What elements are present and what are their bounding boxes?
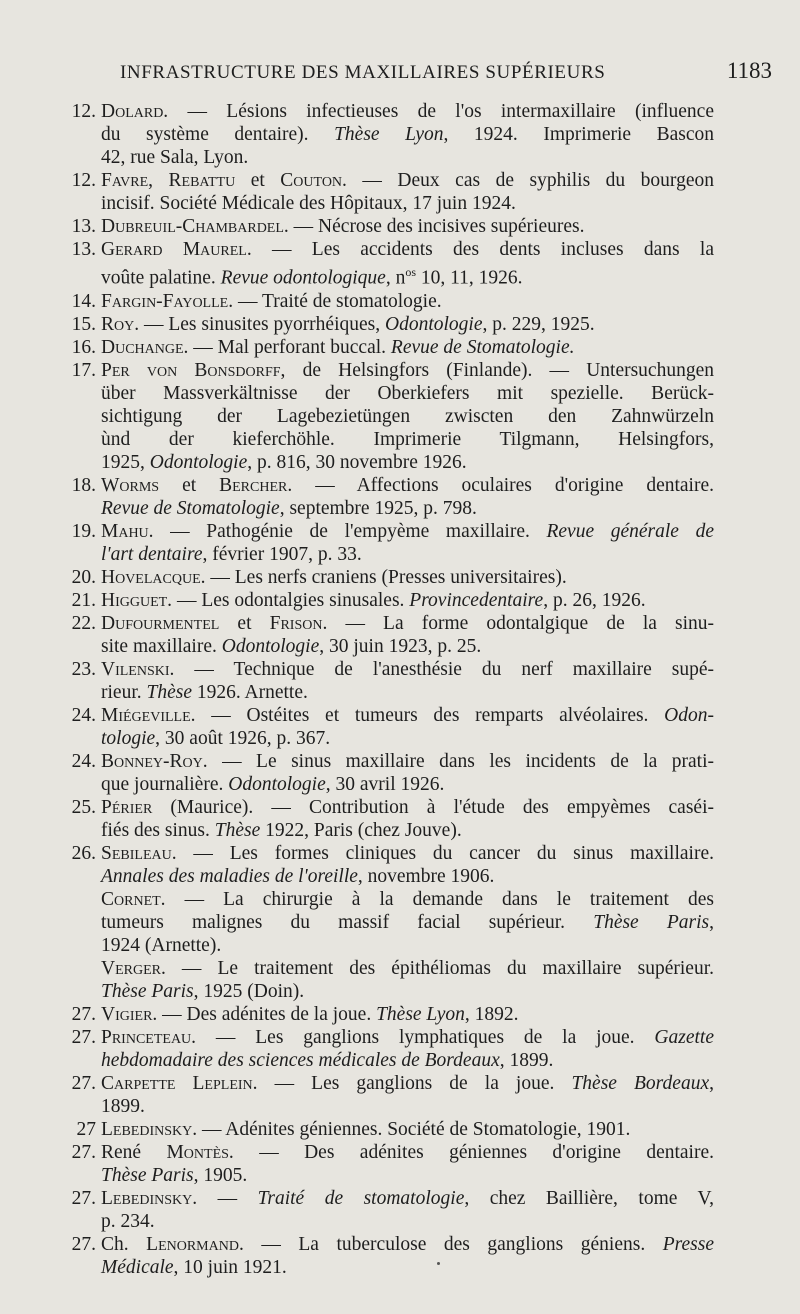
reference-title: Revue générale de [546,520,714,542]
reference-text: — Lésions infectieuses de l'os intermaxillaire (influence [168,101,714,122]
reference-author: Higguet. [101,589,173,611]
reference-entry [64,290,714,313]
reference-title: Thèse Paris [101,1164,194,1186]
reference-text: — Les formes cliniques du cancer du sinus maxillaire. [176,842,714,864]
reference-entry [64,704,714,750]
reference-author: Sebileau. [101,842,177,864]
reference-number: 27. [71,1141,96,1163]
reference-number: 27. [71,1233,96,1255]
reference-text: — La tuberculose des ganglions géniens. [243,1233,663,1255]
reference-text: ùnd der kieferchöhle. Imprimerie Tilgmann, Helsingfors, [101,428,714,450]
reference-line [101,635,714,658]
reference-text: , p. 229, 1925. [482,313,595,335]
reference-text: — Ostéites et tumeurs des remparts alvéolaires. [195,704,665,726]
reference-text: et [159,474,220,496]
reference-text: 1922, Paris (chez Jouve). [260,819,462,841]
reference-author: Favre, Rebattu [101,170,236,191]
reference-line [101,1187,714,1210]
reference-text: — Des adénites géniennes d'origine dentaire. [233,1141,714,1163]
reference-line [101,865,714,888]
reference-line [101,405,714,428]
reference-entry [64,100,714,169]
reference-title: Thèse [214,819,261,841]
reference-text: 1924 (Arnette). [101,934,222,956]
reference-entry [64,474,714,520]
reference-text: 42, rue Sala, Lyon. [101,147,249,168]
reference-text: — Pathogénie de l'empyème maxillaire. [153,520,547,542]
reference-line [101,1256,714,1279]
reference-text: , [709,1072,714,1094]
reference-author: Lebedinsky. [101,1187,198,1209]
reference-number: 15. [71,313,96,335]
reference-title: Annales des maladies de l'oreille [101,865,358,887]
reference-entry [64,566,714,589]
reference-text: — Les odontalgies sinusales. [172,589,410,611]
reference-entry [64,336,714,359]
reference-entry [64,1003,714,1026]
reference-text: — Mal perforant buccal. [188,336,391,358]
reference-number: 12. [71,101,96,122]
reference-entry [64,612,714,658]
reference-line [101,100,714,123]
reference-text: , p. 26, 1926. [543,589,646,611]
reference-title: tologie [101,727,156,749]
reference-text: — Technique de l'anesthésie du nerf maxillaire supé- [174,658,714,680]
reference-title: Traité de stomatologie [257,1187,465,1209]
reference-title: Revue odontologique [220,267,386,289]
reference-line [101,957,714,980]
reference-text: et [235,170,281,191]
reference-entry [64,1072,714,1118]
reference-number: 26. [71,842,96,864]
running-title: INFRASTRUCTURE DES MAXILLAIRES SUPÉRIEURS [120,62,606,83]
reference-line [101,1049,714,1072]
reference-line [101,819,714,842]
reference-entry [64,238,714,290]
reference-number: 13. [71,239,96,260]
reference-text: (Maurice). — Contribution à l'étude des empyèmes caséi- [152,796,714,818]
reference-entry [64,1233,714,1279]
reference-text: René [101,1141,167,1163]
reference-line [101,589,714,612]
reference-line [101,658,714,681]
reference-entry [64,589,714,612]
reference-entry [64,1141,714,1187]
reference-author: Verger. [101,957,166,979]
reference-line [101,474,714,497]
reference-entry [64,842,714,888]
reference-line [101,1233,714,1256]
reference-text: , p. 816, 30 novembre 1926. [247,451,467,473]
reference-text: — Nécrose des incisives supérieures. [288,216,585,237]
reference-title: Thèse Paris [593,911,710,933]
reference-line [101,612,714,635]
reference-text: 10, 11, 1926. [416,267,523,289]
reference-text: — La chirurgie à la demande dans le traitement des [165,888,714,910]
reference-number: 27. [71,1026,96,1048]
reference-text: — Traité de stomatologie. [233,290,442,312]
reference-title: Odontologie [221,635,320,657]
reference-text: sichtigung der Lagebezietüngen zwiscten den Zahnwürzeln [101,405,714,427]
reference-line [101,192,714,215]
reference-number: 27. [71,1003,96,1025]
reference-author: Cornet. [101,888,166,910]
reference-text: , 30 juin 1923, p. 25. [319,635,482,657]
reference-number: 22. [71,612,96,634]
reference-line [101,336,714,359]
reference-line [101,146,714,169]
reference-number: 24. [71,704,96,726]
reference-line [101,727,714,750]
reference-author: Roy. [101,313,140,335]
reference-text: , 30 août 1926, p. 367. [155,727,331,749]
reference-text: — Affections oculaires d'origine dentaire. [292,474,714,496]
reference-text: über Massverkältnisse der Oberkiefers mit spezielle. Berück- [101,382,714,404]
reference-title: Odontologie [385,313,483,335]
reference-text: — Les ganglions lymphatiques de la joue. [196,1026,655,1048]
reference-entry [64,215,714,238]
reference-number: 25. [71,796,96,818]
reference-number: 14. [71,290,96,312]
reference-text: que journalière. [101,773,229,795]
reference-author: Worms [101,474,160,496]
reference-line [101,796,714,819]
reference-author: Lenormand. [146,1233,244,1255]
reference-line [101,1141,714,1164]
reference-author: Carpette Leplein. [101,1072,258,1094]
reference-author: Périer [101,796,153,818]
reference-text: — Les accidents des dents incluses dans la [251,239,715,260]
reference-number: 20. [71,566,96,588]
reference-author: Dubreuil-Chambardel. [101,216,289,237]
reference-text: et [219,612,270,634]
reference-text: , février 1907, p. 33. [202,543,362,565]
reference-text: , 1892. [464,1003,519,1025]
reference-text: 1899. [101,1095,145,1117]
reference-line [101,842,714,865]
reference-title: Thèse Bordeaux [571,1072,710,1094]
reference-title: Odontologie [228,773,326,795]
reference-entry [64,313,714,336]
reference-line [101,520,714,543]
reference-text: — Adénites géniennes. Société de Stomatologie, 1901. [197,1118,631,1140]
reference-author: Fargin-Fayolle. [101,290,234,312]
reference-title: Gazette [654,1026,714,1048]
reference-author: Dufourmentel [101,612,220,634]
reference-author: Mahu. [101,520,154,542]
reference-text: rieur. [101,681,147,703]
reference-author: Per von Bonsdorff, [101,359,286,381]
reference-text: — Le traitement des épithéliomas du maxillaire supérieur. [165,957,714,979]
reference-number: 23. [71,658,96,680]
reference-author: Vigier. [101,1003,158,1025]
reference-number: 17. [71,359,96,381]
reference-line [101,382,714,405]
reference-line [101,238,714,261]
reference-author: Gerard Maurel. [101,239,252,260]
reference-line [101,704,714,727]
reference-title: Thèse Lyon [334,124,444,145]
reference-author: Hovelacque. [101,566,206,588]
reference-text: , 1924. Imprimerie Bascon [443,124,714,145]
reference-text: incisif. Société Médicale des Hôpitaux, 17 juin 1924. [101,193,516,214]
reference-text: , novembre 1906. [357,865,495,887]
reference-line [101,261,714,290]
reference-text: tumeurs malignes du massif facial supérieur. [101,911,594,933]
reference-title: hebdomadaire des sciences médicales de Bordeaux [101,1049,500,1071]
reference-entry [64,796,714,842]
reference-text: , n [385,267,406,289]
reference-text: os [405,265,417,279]
reference-entry [64,1026,714,1072]
reference-line [101,1026,714,1049]
reference-text: — Les nerfs craniens (Presses universitaires). [205,566,567,588]
reference-title: Odon- [664,704,714,726]
reference-line [101,497,714,520]
reference-text: , 1925 (Doin). [193,980,305,1002]
reference-line [101,566,714,589]
reference-number: 16. [71,336,96,358]
reference-text: voûte palatine. [101,267,221,289]
reference-line [101,313,714,336]
reference-line [101,169,714,192]
reference-number: 24. [71,750,96,772]
reference-line [101,934,714,957]
reference-title: Thèse [146,681,192,703]
reference-text: — Le sinus maxillaire dans les incidents de la prati- [207,750,714,772]
reference-text: du système dentaire). [101,124,335,145]
reference-entry [64,169,714,215]
reference-list [64,100,714,1279]
reference-author: Dolard. [101,101,169,122]
reference-line [101,1072,714,1095]
reference-entry [64,520,714,566]
reference-line [101,428,714,451]
reference-text: p. 234. [101,1210,155,1232]
reference-line [101,888,714,911]
reference-text: site maxillaire. [101,635,222,657]
reference-author: Vilenski. [101,658,175,680]
reference-line [101,1118,714,1141]
reference-author: Miégeville. [101,704,196,726]
reference-text: 1926. Arnette. [191,681,308,703]
reference-author: Duchange. [101,336,189,358]
reference-number: 12. [71,170,96,191]
reference-line [101,290,714,313]
reference-entry [64,1118,714,1141]
reference-number: 27 [76,1118,96,1140]
reference-author: Bonney-Roy. [101,750,208,772]
reference-text: — Les ganglions de la joue. [257,1072,572,1094]
reference-number: 27. [71,1072,96,1094]
reference-line [101,980,714,1003]
reference-text: fiés des sinus. [101,819,215,841]
reference-number: 13. [71,216,96,237]
reference-line [101,215,714,238]
reference-title: Provincedentaire [409,589,544,611]
reference-number: 27. [71,1187,96,1209]
reference-number: 21. [71,589,96,611]
reference-entry [64,957,714,1003]
reference-text: — Des adénites de la joue. [157,1003,377,1025]
reference-text: , 1899. [499,1049,554,1071]
page-number: 1183 [726,58,772,83]
reference-line [101,1095,714,1118]
reference-text: 1925, [101,451,150,473]
reference-line [101,1003,714,1026]
reference-title: Médicale [101,1256,174,1278]
reference-line [101,773,714,796]
reference-line [101,543,714,566]
print-speck [437,1262,440,1265]
reference-text: , chez Baillière, tome V, [464,1187,714,1209]
reference-author: Couton. [280,170,347,191]
reference-text: , septembre 1925, p. 798. [279,497,477,519]
reference-author: Frison. [269,612,328,634]
reference-text: , 1905. [193,1164,248,1186]
reference-line [101,1210,714,1233]
reference-text: — [197,1187,258,1209]
reference-author: Montès. [166,1141,234,1163]
reference-title: Thèse Paris [101,980,194,1002]
reference-author: Lebedinsky. [101,1118,198,1140]
reference-title: Presse [662,1233,714,1255]
reference-text: de Helsingfors (Finlande). — Untersuchungen [285,359,714,381]
reference-line [101,911,714,934]
reference-entry [64,750,714,796]
running-header [0,58,800,88]
reference-text: — Deux cas de syphilis du bourgeon [346,170,714,191]
reference-text: , 30 avril 1926. [325,773,445,795]
reference-line [101,451,714,474]
reference-line [101,1164,714,1187]
reference-author: Princeteau. [101,1026,197,1048]
reference-number: 19. [71,520,96,542]
reference-author: Bercher. [219,474,293,496]
reference-line [101,750,714,773]
reference-title: Thèse Lyon [376,1003,465,1025]
reference-text: — La forme odontalgique de la sinu- [327,612,715,634]
reference-title: Odontologie [149,451,248,473]
reference-text: — Les sinusites pyorrhéiques, [139,313,385,335]
reference-entry [64,658,714,704]
reference-line [101,681,714,704]
reference-text: Ch. [101,1233,147,1255]
reference-line [101,359,714,382]
reference-text: , [709,911,714,933]
reference-number: 18. [71,474,96,496]
reference-entry [64,359,714,474]
reference-title: l'art dentaire [101,543,203,565]
reference-title: Revue de Stomatologie. [390,336,575,358]
reference-line [101,123,714,146]
reference-entry [64,1187,714,1233]
reference-title: Revue de Stomatologie [101,497,280,519]
reference-text: , 10 juin 1921. [173,1256,287,1278]
reference-entry [64,888,714,957]
